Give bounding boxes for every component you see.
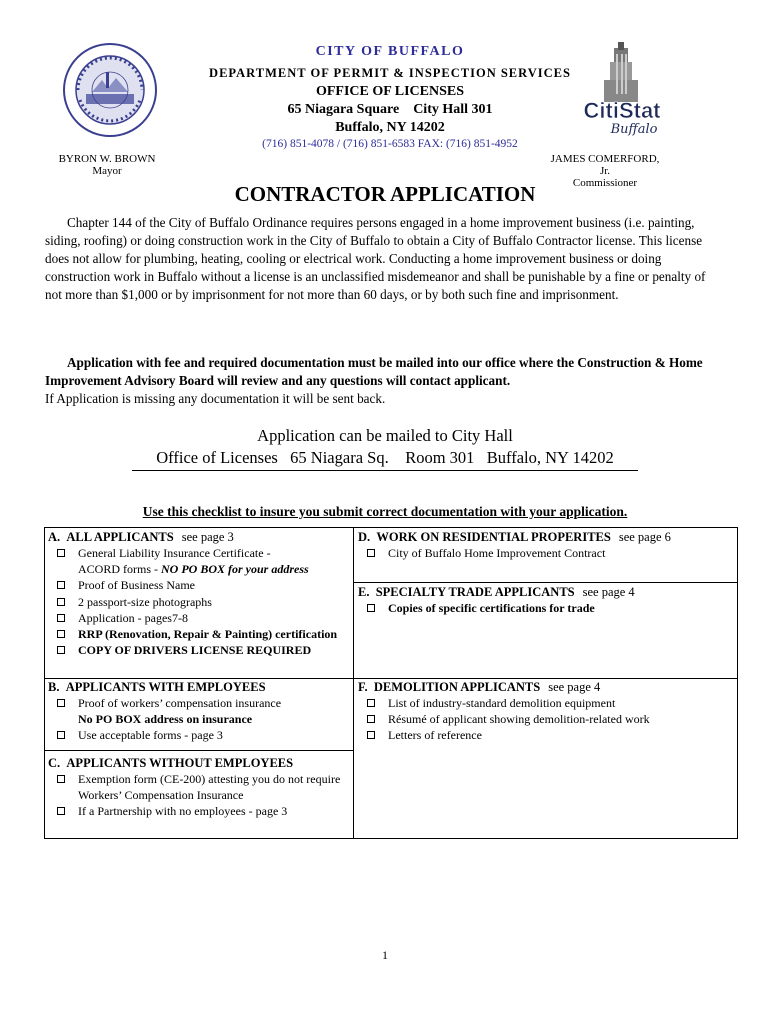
intro-paragraph: Chapter 144 of the City of Buffalo Ordinance requires persons engaged in a home improvement business (i.e. painting, siding, roofing) or doing construction work in the City of Buffalo to obtain a City of Buffalo Contractor license. This license does not allow for plumbing, heating, cooling or electrical work. Conducting a home improvement business or doing construction work in Buffalo without a license is an unclassified misdemeanor and shall be punishable by a fine or penalty of not more than $1,000 or by imprisonment for not more than 60 days, or by both such fine and imprisonment. — [45, 215, 706, 302]
checklist-item[interactable]: Proof of Business Name — [48, 577, 350, 593]
checkbox-icon[interactable] — [57, 699, 65, 707]
office-address: 65 Niagara Square City Hall 301 — [287, 102, 493, 117]
checklist-item[interactable]: Proof of workers’ compensation insurance No PO BOX address on insurance — [48, 695, 350, 727]
section-a-title: A. ALL APPLICANTS see page 3 — [48, 530, 234, 544]
mail-address-line: Office of Licenses 65 Niagara Sq. Room 301 Buffalo, NY 14202 — [132, 448, 638, 471]
document-title: CONTRACTOR APPLICATION — [234, 182, 536, 206]
checkbox-icon[interactable] — [57, 807, 65, 815]
office-city-state: Buffalo, NY 14202 — [335, 120, 445, 135]
checkbox-icon[interactable] — [57, 598, 65, 606]
row-divider-ef — [353, 678, 737, 679]
checklist-title: Use this checklist to insure you submit correct documentation with your application. — [142, 504, 628, 519]
checkbox-icon[interactable] — [57, 646, 65, 654]
checkbox-icon[interactable] — [367, 549, 375, 557]
checkbox-icon[interactable] — [57, 630, 65, 638]
column-divider — [353, 528, 354, 838]
section-c-title: C. APPLICANTS WITHOUT EMPLOYEES — [48, 756, 294, 770]
checklist-item[interactable]: 2 passport-size photographs — [48, 594, 350, 610]
checkbox-icon[interactable] — [367, 715, 375, 723]
checklist-item[interactable]: Letters of reference — [358, 727, 734, 743]
checkbox-icon[interactable] — [57, 775, 65, 783]
mayor-title: Mayor — [92, 165, 122, 177]
checkbox-icon[interactable] — [57, 581, 65, 589]
mailing-notice-normal: If Application is missing any documentation it will be sent back. — [45, 391, 386, 406]
section-a — [48, 530, 350, 658]
mayor-name: BYRON W. BROWN — [58, 153, 156, 165]
commissioner-title: Commissioner — [572, 177, 638, 189]
city-name: CITY OF BUFFALO — [315, 44, 465, 59]
checkbox-icon[interactable] — [367, 731, 375, 739]
mayor-block — [52, 153, 162, 177]
checklist-item[interactable]: City of Buffalo Home Improvement Contract — [358, 545, 734, 561]
checklist-item[interactable]: COPY OF DRIVERS LICENSE REQUIRED — [48, 642, 350, 658]
section-e — [358, 585, 734, 616]
section-d — [358, 530, 734, 561]
page-number: 1 — [382, 948, 388, 962]
checklist-item[interactable]: List of industry-standard demolition equipment — [358, 695, 734, 711]
row-divider-bc — [45, 750, 353, 751]
office-name: OFFICE OF LICENSES — [315, 84, 465, 99]
section-f-title: F. DEMOLITION APPLICANTS see page 4 — [358, 680, 601, 694]
city-seal-logo — [62, 42, 158, 138]
commissioner-name: JAMES COMERFORD, Jr. — [550, 153, 660, 177]
checkbox-icon[interactable] — [57, 549, 65, 557]
mail-to-line: Application can be mailed to City Hall — [257, 426, 513, 445]
mailing-notice-bold: Application with fee and required documentation must be mailed into our office where the Construction & Home Improvement Advisory Board will review and any questions will contact applicant. — [45, 355, 703, 388]
mailing-notice — [45, 354, 735, 408]
checkbox-icon[interactable] — [57, 731, 65, 739]
checklist-item[interactable]: General Liability Insurance Certificate - ACORD forms - NO PO BOX for your address — [48, 545, 350, 577]
row-divider-de — [353, 582, 737, 583]
checklist-item[interactable]: Résumé of applicant showing demolition-related work — [358, 711, 734, 727]
checklist-item[interactable]: Application - pages7-8 — [48, 610, 350, 626]
checklist-item[interactable]: Use acceptable forms - page 3 — [48, 727, 350, 743]
department-name: DEPARTMENT OF PERMIT & INSPECTION SERVICES — [209, 66, 571, 80]
checklist-item[interactable]: Exemption form (CE-200) attesting you do not require Workers’ Compensation Insurance — [48, 771, 350, 803]
section-d-title: D. WORK ON RESIDENTIAL PROPERITES see page 6 — [358, 530, 671, 544]
checkbox-icon[interactable] — [367, 604, 375, 612]
checklist-item[interactable]: Copies of specific certifications for trade — [358, 600, 734, 616]
checkbox-icon[interactable] — [57, 614, 65, 622]
svg-text:CitiStat: CitiStat — [583, 98, 661, 123]
section-c — [48, 756, 350, 820]
svg-text:Buffalo: Buffalo — [610, 122, 658, 137]
checklist-item[interactable]: RRP (Renovation, Repair & Painting) certification — [48, 626, 350, 642]
section-b — [48, 680, 350, 744]
office-phones: (716) 851-4078 / (716) 851-6583 FAX: (716) 851-4952 — [262, 138, 518, 150]
section-e-title: E. SPECIALTY TRADE APPLICANTS see page 4 — [358, 585, 635, 599]
checklist-table — [44, 527, 738, 839]
checkbox-icon[interactable] — [367, 699, 375, 707]
row-divider-ab — [45, 678, 353, 679]
section-b-title: B. APPLICANTS WITH EMPLOYEES — [48, 680, 266, 694]
checklist-item[interactable]: If a Partnership with no employees - page 3 — [48, 803, 350, 819]
section-f — [358, 680, 734, 744]
